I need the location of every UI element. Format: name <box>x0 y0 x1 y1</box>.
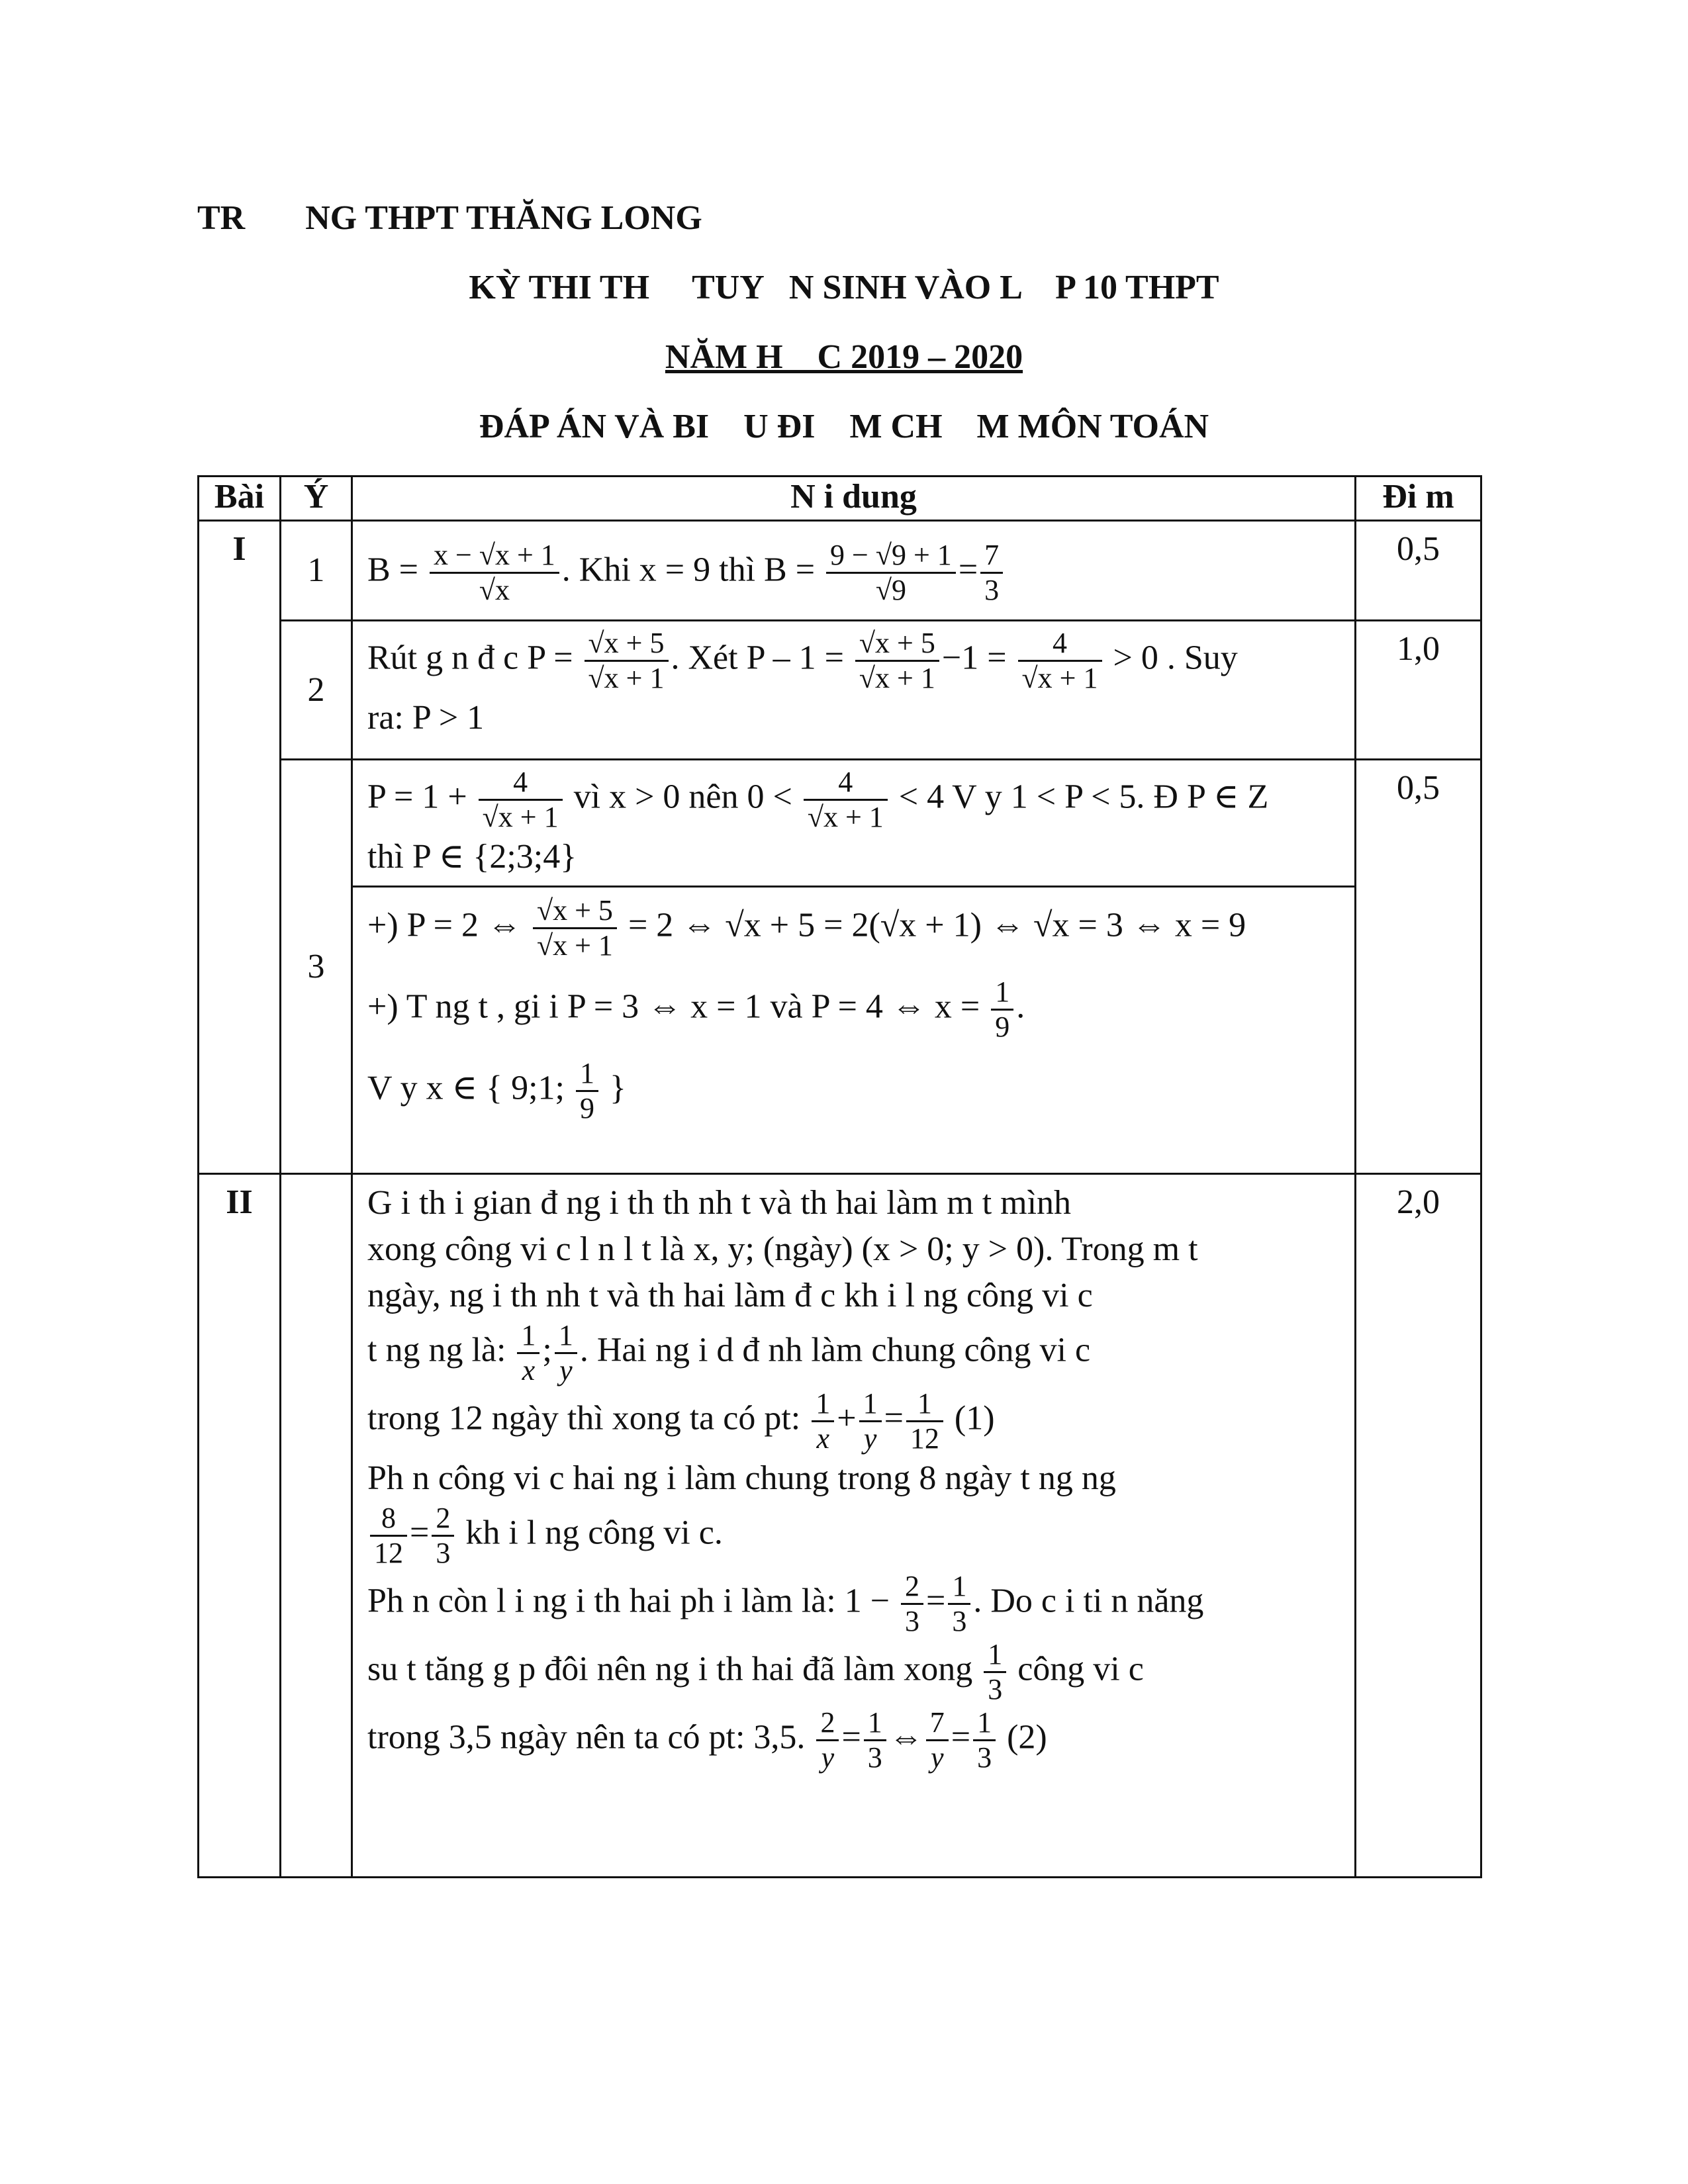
fraction <box>859 1387 882 1455</box>
fraction <box>948 1570 970 1638</box>
y-label: 1 <box>281 521 352 620</box>
denominator: 12 <box>374 1537 403 1570</box>
denominator: √x + 1 <box>859 661 935 694</box>
fraction <box>855 627 939 695</box>
numerator: 2 <box>816 1706 839 1741</box>
denominator: √x + 1 <box>1021 661 1098 694</box>
numerator: 1 <box>973 1706 996 1741</box>
fraction <box>973 1706 996 1774</box>
numerator: 1 <box>576 1057 598 1092</box>
content-cell <box>352 759 1356 1173</box>
numerator: 7 <box>980 539 1003 574</box>
diem-value: 2,0 <box>1356 1174 1481 1878</box>
numerator: 4 <box>804 766 888 801</box>
content-cell <box>352 620 1356 759</box>
content-line: thì P ∈ {2;3;4} <box>367 837 577 876</box>
content-line: trong 12 ngày thì xong ta có pt: $\frac{1}{x}$ + $\frac{1}{y}$ = $\frac{1}{12}$ (1) <box>367 1387 995 1455</box>
text: +) P = 2 ⇔ <box>367 906 530 944</box>
content-cell <box>352 1174 1356 1878</box>
text: . <box>1016 987 1025 1026</box>
denominator: √x + 1 <box>807 800 884 833</box>
text: = <box>958 551 978 589</box>
fraction <box>816 1706 839 1774</box>
numerator: 8 <box>370 1502 407 1537</box>
numerator: x − √x + 1 <box>430 539 559 574</box>
text: kh i l ng công vi c. <box>457 1514 723 1552</box>
bai-label: I <box>199 521 281 1174</box>
content-line: t ng ng là: $\frac{1}{x}$ ; $\frac{1}{y}$ . Hai ng i d đ nh làm chung công vi c <box>367 1319 1091 1387</box>
content-line <box>367 976 1340 1044</box>
exam-title: KỲ THI TH TUY N SINH VÀO L P 10 THPT <box>469 269 1219 306</box>
denominator: y <box>559 1354 573 1387</box>
denominator: 3 <box>988 1673 1003 1706</box>
content-line: ra: P > 1 <box>367 698 485 737</box>
content-line: $\frac{8}{12}$ = $\frac{2}{3}$ kh i l ng công vi c. <box>367 1502 1340 1570</box>
fraction <box>585 627 669 695</box>
fraction <box>1018 627 1102 695</box>
denominator: 3 <box>952 1605 967 1638</box>
text: (1) <box>945 1399 995 1437</box>
numerator: 1 <box>859 1387 882 1422</box>
fraction <box>370 1502 407 1570</box>
denominator: √x + 1 <box>588 661 665 694</box>
text: . Do c i ti n năng <box>973 1582 1204 1620</box>
text: = 2 ⇔ √x + 5 = 2(√x + 1) ⇔ √x = 3 ⇔ x = 9 <box>619 906 1246 944</box>
text: su t tăng g p đôi nên ng i th hai đã làm xong <box>367 1650 982 1688</box>
fraction <box>926 1706 949 1774</box>
denominator: y <box>821 1741 835 1774</box>
fraction <box>812 1387 834 1455</box>
fraction <box>991 976 1013 1044</box>
row-divider <box>353 886 1354 887</box>
text: trong 3,5 ngày nên ta có pt: 3,5. <box>367 1718 814 1756</box>
denominator: 12 <box>910 1422 939 1455</box>
content-line <box>367 1057 1340 1125</box>
fraction <box>430 539 559 607</box>
denominator: x <box>522 1354 536 1387</box>
text: . Khi x = 9 thì B = <box>561 551 824 589</box>
numerator: 2 <box>432 1502 454 1537</box>
fraction <box>533 894 617 962</box>
denominator: 9 <box>579 1091 594 1124</box>
fraction <box>479 766 563 834</box>
y-empty <box>281 1174 352 1878</box>
numerator: 2 <box>901 1570 923 1605</box>
numerator: 1 <box>517 1319 539 1354</box>
denominator: 3 <box>867 1741 882 1774</box>
fraction <box>517 1319 539 1387</box>
header-noi-dung: N i dung <box>352 477 1356 521</box>
fraction <box>432 1502 454 1570</box>
table-row <box>199 1174 1481 1878</box>
text: P = 1 + <box>367 778 476 816</box>
answer-key-table <box>197 475 1482 1878</box>
text: B = <box>367 551 428 589</box>
table-row <box>199 759 1481 1173</box>
denominator: y <box>931 1741 944 1774</box>
text: −1 = <box>941 638 1015 676</box>
header-y: Ý <box>281 477 352 521</box>
content-line: trong 3,5 ngày nên ta có pt: 3,5. $\frac{2}{y}$ = $\frac{1}{3}$ ⇔ $\frac{7}{y}$ = $\frac{1}{3}$ (2) <box>367 1706 1047 1774</box>
content-line: Ph n còn l i ng i th hai ph i làm là: 1 − $\frac{2}{3}$ = $\frac{1}{3}$ . Do c i ti n năng <box>367 1570 1204 1638</box>
fraction <box>555 1319 577 1387</box>
denominator: y <box>863 1422 877 1455</box>
denominator: 3 <box>436 1537 451 1570</box>
numerator: 7 <box>926 1706 949 1741</box>
school-year: NĂM H C 2019 – 2020 <box>665 338 1023 376</box>
table-row <box>199 521 1481 620</box>
diem-value: 0,5 <box>1356 759 1481 1173</box>
header-bai: Bài <box>199 477 281 521</box>
numerator: 4 <box>479 766 563 801</box>
content-line: Ph n công vi c hai ng i làm chung trong 8 ngày t ng ng <box>367 1459 1116 1498</box>
fraction <box>906 1387 943 1455</box>
fraction <box>984 1638 1006 1706</box>
text: công vi c <box>1009 1650 1144 1688</box>
denominator: 3 <box>984 574 1000 607</box>
text: V y x ∈ <box>367 1069 487 1107</box>
y-label: 3 <box>281 759 352 1173</box>
numerator: √x + 5 <box>585 627 669 662</box>
text: (2) <box>998 1718 1047 1756</box>
bai-label: II <box>199 1174 281 1878</box>
numerator: 1 <box>864 1706 886 1741</box>
text: . Hai ng i d đ nh làm chung công vi c <box>579 1331 1091 1369</box>
content-line <box>367 894 1340 962</box>
denominator: √x + 1 <box>482 800 559 833</box>
text: . Xét P – 1 = <box>671 638 853 676</box>
numerator: √x + 5 <box>855 627 939 662</box>
school-name: TR NG THPT THĂNG LONG <box>197 199 702 237</box>
text: Rút g n đ c P = <box>367 638 582 676</box>
numerator: 1 <box>812 1387 834 1422</box>
numerator: 1 <box>948 1570 970 1605</box>
numerator: √x + 5 <box>533 894 617 929</box>
diem-value: 1,0 <box>1356 620 1481 759</box>
text: < 4 V y 1 < P < 5. Đ P ∈ Z <box>890 778 1269 816</box>
fraction <box>826 539 956 607</box>
denominator: x <box>816 1422 830 1455</box>
denominator: 9 <box>995 1010 1010 1043</box>
fraction <box>864 1706 886 1774</box>
numerator: 9 − √9 + 1 <box>826 539 956 574</box>
table-header-row <box>199 477 1481 521</box>
content-cell <box>352 521 1356 620</box>
text: trong 12 ngày thì xong ta có pt: <box>367 1399 810 1437</box>
content-line <box>367 627 1340 695</box>
denominator: √9 <box>875 574 906 607</box>
answer-key-title: ĐÁP ÁN VÀ BI U ĐI M CH M MÔN TOÁN <box>479 408 1209 445</box>
denominator: 3 <box>977 1741 992 1774</box>
denominator: √x + 1 <box>536 929 613 962</box>
content-line: G i th i gian đ ng i th th nh t và th hai làm m t mình <box>367 1184 1072 1222</box>
fraction <box>901 1570 923 1638</box>
text: Ph n còn l i ng i th hai ph i làm là: 1 − <box>367 1582 899 1620</box>
text: { 9;1; <box>486 1069 573 1107</box>
text: } <box>600 1069 626 1107</box>
content-line: xong công vi c l n l t là x, y; (ngày) (x > 0; y > 0). Trong m t <box>367 1230 1198 1269</box>
fraction <box>804 766 888 834</box>
header-diem: Đi m <box>1356 477 1481 521</box>
text: vì x > 0 nên 0 < <box>565 778 801 816</box>
numerator: 1 <box>984 1638 1006 1673</box>
denominator: √x <box>479 574 510 607</box>
numerator: 4 <box>1018 627 1102 662</box>
content-line: ngày, ng i th nh t và th hai làm đ c kh i l ng công vi c <box>367 1277 1093 1315</box>
numerator: 1 <box>906 1387 943 1422</box>
diem-value: 0,5 <box>1356 521 1481 620</box>
text: +) T ng t , gi i P = 3 ⇔ x = 1 và P = 4 ⇔ x = <box>367 987 989 1026</box>
text: > 0 . Suy <box>1104 638 1238 676</box>
fraction <box>576 1057 598 1125</box>
y-label: 2 <box>281 620 352 759</box>
content-line <box>367 1638 1340 1706</box>
text: t ng ng là: <box>367 1331 515 1369</box>
numerator: 1 <box>555 1319 577 1354</box>
fraction <box>980 539 1003 607</box>
denominator: 3 <box>905 1605 920 1638</box>
content-line <box>367 766 1340 834</box>
numerator: 1 <box>991 976 1013 1011</box>
table-row <box>199 620 1481 759</box>
